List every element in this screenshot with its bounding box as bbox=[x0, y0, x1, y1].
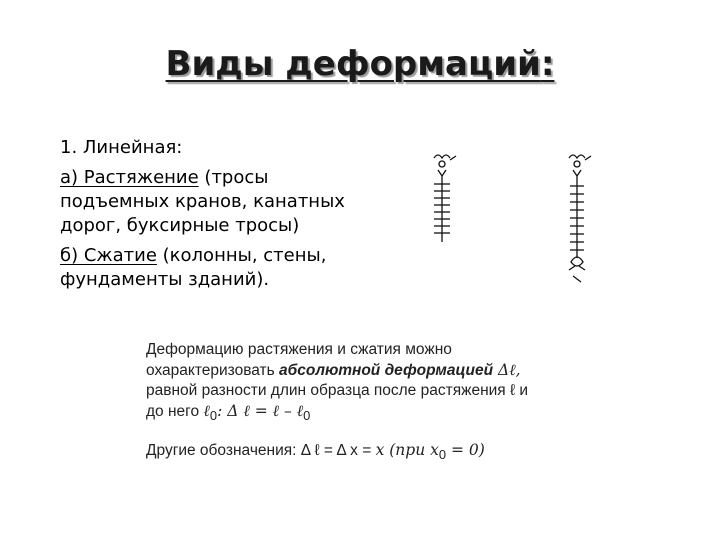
definition-line-3: равной разности длин образца после растяжения ℓ и bbox=[146, 382, 528, 399]
other-notations-line bbox=[146, 440, 616, 465]
delta-l-formula: : Δ ℓ = ℓ – ℓ bbox=[217, 402, 304, 420]
tension-examples: (тросы подъемных кранов, канатных дорог, буксирные тросы) bbox=[60, 167, 345, 236]
definition-line-2 bbox=[146, 360, 616, 381]
absolute-deformation-term: абсолютной деформацией bbox=[279, 362, 494, 379]
page-title bbox=[0, 44, 720, 84]
delta-l-symbol: Δℓ, bbox=[493, 361, 521, 379]
definition-line-4 bbox=[146, 401, 616, 426]
list-item-linear: 1. Линейная: bbox=[60, 137, 183, 158]
title-colon: : bbox=[540, 44, 555, 84]
definition-block bbox=[146, 340, 616, 465]
title-text: Виды деформаций bbox=[165, 44, 541, 84]
tension-label: а) Растяжение bbox=[60, 167, 199, 188]
list-item-compression bbox=[60, 244, 380, 292]
other-notations-a: Другие обозначения: Δ ℓ = Δ x = bbox=[146, 442, 376, 460]
list-item-tension bbox=[60, 166, 380, 238]
definition-line-4a: до него bbox=[146, 403, 204, 420]
l0-subscript: 0 bbox=[209, 408, 218, 424]
compression-examples: (колонны, стены, фундаменты зданий). bbox=[60, 245, 327, 290]
other-notations-b: x (при x bbox=[375, 441, 439, 460]
deformation-list bbox=[60, 136, 380, 298]
other-notations-sub: 0 bbox=[438, 447, 447, 463]
compression-figure-icon bbox=[555, 150, 605, 290]
compression-label: б) Сжатие bbox=[60, 245, 157, 266]
formula-subscript: 0 bbox=[303, 408, 311, 424]
other-notations-c: = 0) bbox=[446, 441, 485, 460]
tension-figure-icon bbox=[420, 150, 470, 250]
definition-line-2a: охарактеризовать bbox=[146, 362, 280, 379]
l0-symbol: ℓ bbox=[203, 402, 210, 420]
definition-line-1: Деформацию растяжения и сжатия можно bbox=[146, 341, 452, 358]
